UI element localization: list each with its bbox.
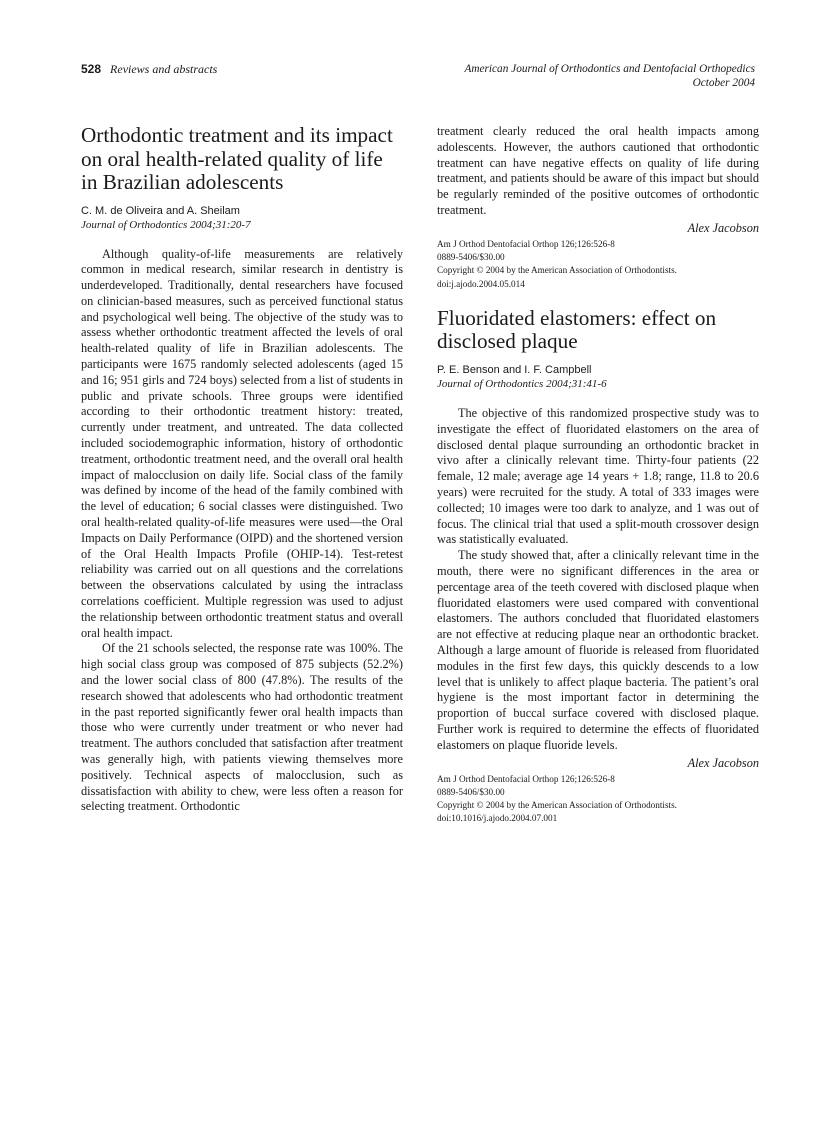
body-paragraph: The objective of this randomized prospective study was to investigate the effect of fluoridated elastomers on the area of disclosed dental plaque surrounding an orthodontic bracket in vivo after a clinically relevant time. Thirty-four patients (22 female, 12 male; average age 14 years + 1.8; range, 11.8 to 20.6 years) were recruited for the study. A total of 333 images were collected; 10 images were too dark to analyze, and 1 was out of focus. The clinical trial that used a split-mouth crossover design was statistically evaluated. [437,405,759,547]
citation-journal-ref: Am J Orthod Dentofacial Orthop 126;126:526-8 [437,238,615,249]
citation-block [437,238,759,291]
citation-copyright: Copyright © 2004 by the American Association of Orthodontists. [437,265,677,276]
right-column [437,124,759,826]
left-column [81,124,403,815]
article-title: Orthodontic treatment and its impact on oral health-related quality of life in Brazilian adolescents [81,123,393,194]
body-paragraph: Although quality-of-life measurements are relatively common in medical research, similar research in dentistry is underdeveloped. Traditionally, dental researchers have focused on clinician-based measures, such as perceived functional status and psychological well being. The objective of the study was to assess whether orthodontic treatment affected the levels of oral health-related quality of life in Brazilian adolescents. The participants were 1675 randomly selected adolescents (aged 15 and 16; 951 girls and 724 boys) selected from a list of students in public and private schools. Three groups were identified according to their orthodontic treatment history: treated, currently under treatment, and untreated. The data collected included sociodemographic information, history of orthodontic treatment, orthodontic treatment need, and the overall oral health impact of malocclusion on daily life. Social class of the family was defined by income of the head of the family combined with the level of education; 6 social classes were distinguished. Two oral health-related quality-of-life measures were used—the Oral Impacts on Daily Performance (OIPD) and the shortened version of the Oral Health Impacts Profile (OHIP-14). Test-retest reliability was carried out on all questions and the correlations between the observations calculated by using the intraclass correlations coefficient. Multiple regression was used to adjust the relationship between orthodontic treatment status and overall oral health impact. [81,246,403,640]
article-body [81,247,403,816]
reviewer-signature: Alex Jacobson [687,220,759,235]
running-header-left [81,62,217,76]
running-header-right [464,62,755,90]
citation-copyright: Copyright © 2004 by the American Association of Orthodontists. [437,800,677,811]
body-paragraph: Of the 21 schools selected, the response rate was 100%. The high social class group was composed of 875 subjects (52.2%) and the lower social class of 800 (47.8%). The results of the research showed that adolescents who had orthodontic treatment in the past reported significantly fewer oral health impacts than those who were currently under treatment or who never had treatment. The authors concluded that satisfaction after treatment was generally high, with patients viewing themselves more positively. Technical aspects of malocclusion, such as dissatisfaction with ability to chew, were less often a reason for selecting treatment. Orthodontic [81,641,403,814]
citation-journal-ref: Am J Orthod Dentofacial Orthop 126;126:526-8 [437,773,615,784]
article-body [437,406,759,754]
article-source: Journal of Orthodontics 2004;31:41-6 [437,377,607,390]
issue-date: October 2004 [692,77,755,89]
article-authors: P. E. Benson and I. F. Campbell [437,363,592,376]
citation-block [437,773,759,826]
journal-name: American Journal of Orthodontics and Dentofacial Orthopedics [464,63,755,75]
page-number: 528 [81,62,102,76]
body-paragraph-continued: treatment clearly reduced the oral health impacts among adolescents. However, the authors cautioned that orthodontic treatment can have negative effects on quality of life during treatment, and patients should be aware of this impact but should be regularly reminded of the positive outcomes of orthodontic treatment. [437,124,759,217]
citation-issn: 0889-5406/$30.00 [437,786,505,797]
citation-doi: doi:10.1016/j.ajodo.2004.07.001 [437,813,558,824]
citation-doi: doi:j.ajodo.2004.05.014 [437,278,525,289]
section-name: Reviews and abstracts [110,62,218,76]
article-source: Journal of Orthodontics 2004;31:20-7 [81,218,251,231]
body-paragraph: The study showed that, after a clinically relevant time in the mouth, there were no significant differences in the area or percentage area of the teeth covered with disclosed plaque when fluoridated elastomers were used compared with conventional elastomers. The authors concluded that fluoridated elastomers are not effective at reducing plaque near an orthodontic bracket. Although a large amount of fluoride is released from fluoridated modules in the first few days, this quickly descends to a low level that is unlikely to affect plaque bacteria. The patient’s oral hygiene is the most important factor in determining the proportion of buccal surface covered with disclosed plaque. Further work is required to determine the effects of fluoridated elastomers on plaque fluoride levels. [437,548,759,752]
citation-issn: 0889-5406/$30.00 [437,252,505,263]
reviewer-signature: Alex Jacobson [687,755,759,770]
article-authors: C. M. de Oliveira and A. Sheilam [81,204,240,217]
article-title: Fluoridated elastomers: effect on disclosed plaque [437,305,717,354]
